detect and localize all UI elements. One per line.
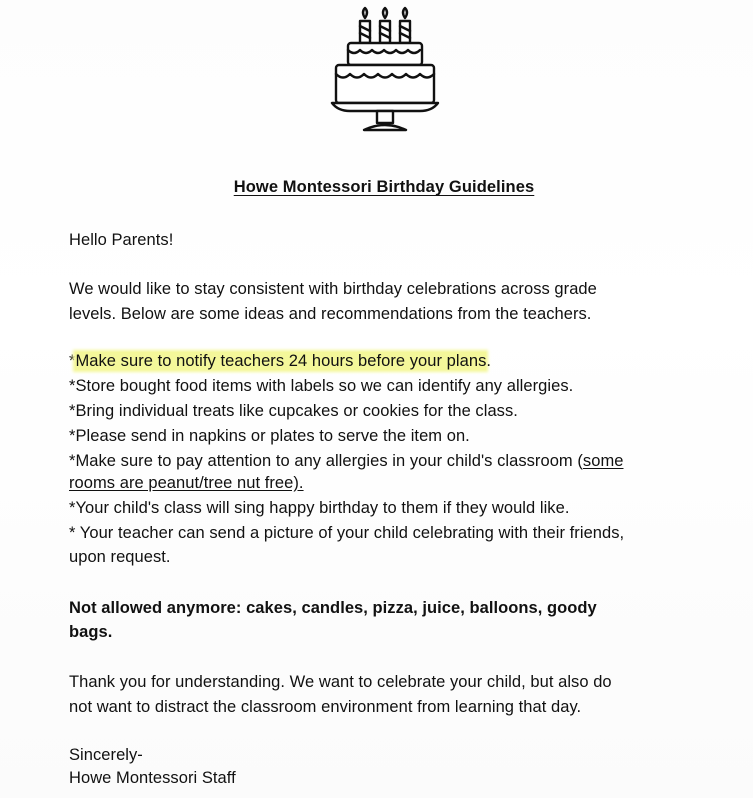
guideline-prefix: * <box>69 352 76 370</box>
underlined-text-cont: rooms are peanut/tree nut free). <box>69 474 304 492</box>
greeting: Hello Parents! <box>69 231 174 249</box>
guideline-individual-treats: *Bring individual treats like cupcakes or cookies for the class. <box>69 402 518 420</box>
signoff: Sincerely- <box>69 746 143 764</box>
not-allowed-line-1: Not allowed anymore: cakes, candles, pizza, juice, balloons, goody <box>69 599 597 617</box>
guideline-suffix: . <box>486 352 492 370</box>
guideline-allergies <box>69 451 623 471</box>
guideline-allergies-cont <box>69 473 304 493</box>
guideline-picture-2: upon request. <box>69 548 171 566</box>
page-title: Howe Montessori Birthday Guidelines <box>233 178 535 196</box>
guideline-allergies-text: *Make sure to pay attention to any allergies in your child's classroom ( <box>69 452 583 470</box>
closing-line-1: Thank you for understanding. We want to celebrate your child, but also do <box>69 673 612 691</box>
closing-line-2: not want to distract the classroom environment from learning that day. <box>69 698 582 716</box>
guideline-sing: *Your child's class will sing happy birthday to them if they would like. <box>69 499 570 517</box>
intro-line-2: levels. Below are some ideas and recommendations from the teachers. <box>69 305 592 323</box>
signature: Howe Montessori Staff <box>69 769 236 787</box>
not-allowed-line-2: bags. <box>69 623 113 641</box>
highlighted-text: Make sure to notify teachers 24 hours before your plans <box>75 352 487 370</box>
guideline-picture-1: * Your teacher can send a picture of your child celebrating with their friends, <box>69 524 625 542</box>
guideline-food-labels: *Store bought food items with labels so we can identify any allergies. <box>69 377 574 395</box>
guideline-napkins: *Please send in napkins or plates to serve the item on. <box>69 427 470 445</box>
guideline-notify-teachers <box>69 351 491 371</box>
intro-line-1: We would like to stay consistent with birthday celebrations across grade <box>69 280 597 298</box>
birthday-cake-icon <box>330 6 440 134</box>
underlined-text: some <box>582 452 624 470</box>
